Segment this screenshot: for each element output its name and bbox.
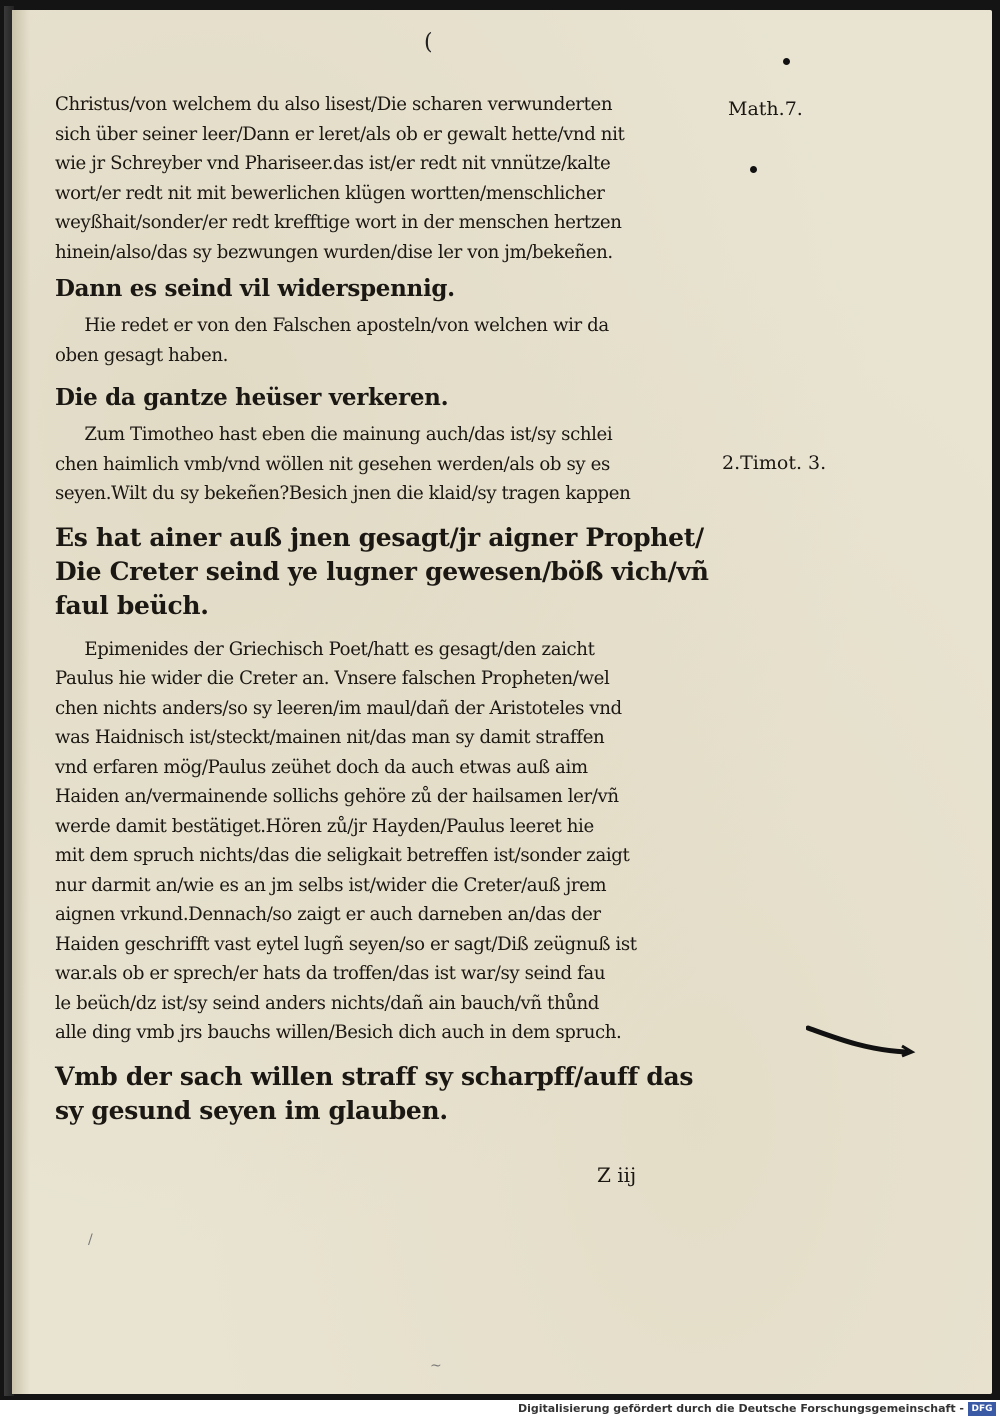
- text-line: was Haidnisch ist/steckt/mainen nit/das man sy damit straffen: [55, 727, 605, 748]
- text-line: sich über seiner leer/Dann er leret/als ob er gewalt hette/vnd nit: [55, 123, 625, 145]
- text-line: war.als ob er sprech/er hats da troffen/das ist war/sy seind fau: [55, 963, 606, 984]
- ink-dot-margin: [750, 166, 757, 173]
- text-line: hinein/also/das sy bezwungen wurden/dise ler von jm/bekeñen.: [55, 241, 613, 263]
- faint-bottom-mark: ~: [430, 1358, 442, 1374]
- section-heading: Vmb der sach willen straff sy scharpff/auff das: [55, 1061, 694, 1091]
- dfg-logo: DFG: [968, 1402, 996, 1416]
- text-line: Paulus hie wider die Creter an. Vnsere falschen Propheten/wel: [55, 668, 610, 689]
- text-line: Epimenides der Griechisch Poet/hatt es gesagt/den zaicht: [84, 638, 595, 660]
- text-line: werde damit bestätiget.Hören zů/jr Hayden/Paulus leeret hie: [55, 815, 594, 837]
- section-heading: Dann es seind vil widerspennig.: [55, 275, 455, 302]
- section-heading: Die da gantze heüser verkeren.: [55, 384, 449, 411]
- text-line: chen haimlich vmb/vnd wöllen nit gesehen werden/als ob sy es: [55, 453, 610, 475]
- text-line: weyßhait/sonder/er redt krefftige wort in der menschen hertzen: [55, 212, 622, 233]
- faint-pencil-mark: /: [88, 1232, 93, 1248]
- text-line: oben gesagt haben.: [55, 344, 229, 366]
- text-line: chen nichts anders/so sy leeren/im maul/dañ der Aristoteles vnd: [55, 697, 622, 719]
- text-line: Hie redet er von den Falschen aposteln/von welchen wir da: [84, 315, 609, 336]
- margin-note-math: Math.7.: [728, 98, 803, 120]
- main-text: [55, 90, 715, 1128]
- text-line: Haiden an/vermainende sollichs gehöre zů der hailsamen ler/vñ: [55, 786, 619, 807]
- text-line: seyen.Wilt du sy bekeñen?Besich jnen die klaid/sy tragen kappen: [55, 483, 631, 504]
- ink-dot-top: [783, 58, 790, 65]
- page-gutter: [12, 10, 30, 1394]
- section-heading: Es hat ainer auß jnen gesagt/jr aigner Prophet/: [55, 522, 704, 552]
- section-heading: faul beüch.: [55, 590, 209, 620]
- text-line: nur darmit an/wie es an jm selbs ist/wider die Creter/auß jrem: [55, 874, 607, 896]
- footer-bar: [0, 1400, 1000, 1419]
- text-line: alle ding vmb jrs bauchs willen/Besich dich auch in dem spruch.: [55, 1022, 622, 1043]
- ink-stroke-mark: [806, 1020, 916, 1060]
- text-line: mit dem spruch nichts/das die seligkait betreffen ist/sonder zaigt: [55, 845, 630, 866]
- text-line: Haiden geschrifft vast eytel lugñ seyen/so er sagt/Diß zeügnuß ist: [55, 933, 637, 955]
- text-line: wie jr Schreyber vnd Phariseer.das ist/er redt nit vnnütze/kalte: [55, 153, 611, 174]
- section-heading: sy gesund seyen im glauben.: [55, 1095, 448, 1125]
- funding-credit: Digitalisierung gefördert durch die Deutsche Forschungsgemeinschaft -: [517, 1402, 964, 1415]
- text-line: le beüch/dz ist/sy seind anders nichts/dañ ain bauch/vñ thůnd: [55, 992, 600, 1014]
- text-line: Christus/von welchem du also lisest/Die scharen verwunderten: [55, 94, 613, 115]
- signature-mark: Z iij: [597, 1163, 637, 1187]
- margin-note-timot: 2.Timot. 3.: [722, 452, 827, 474]
- text-line: vnd erfaren mög/Paulus zeühet doch da auch etwas auß aim: [55, 756, 588, 778]
- top-mark: (: [424, 30, 433, 55]
- section-heading: Die Creter seind ye lugner gewesen/böß vich/vñ: [55, 556, 709, 586]
- text-line: Zum Timotheo hast eben die mainung auch/das ist/sy schlei: [84, 424, 613, 445]
- text-line: wort/er redt nit mit bewerlichen klügen wortten/menschlicher: [55, 182, 605, 204]
- text-line: aignen vrkund.Dennach/so zaigt er auch darneben an/das der: [55, 904, 601, 925]
